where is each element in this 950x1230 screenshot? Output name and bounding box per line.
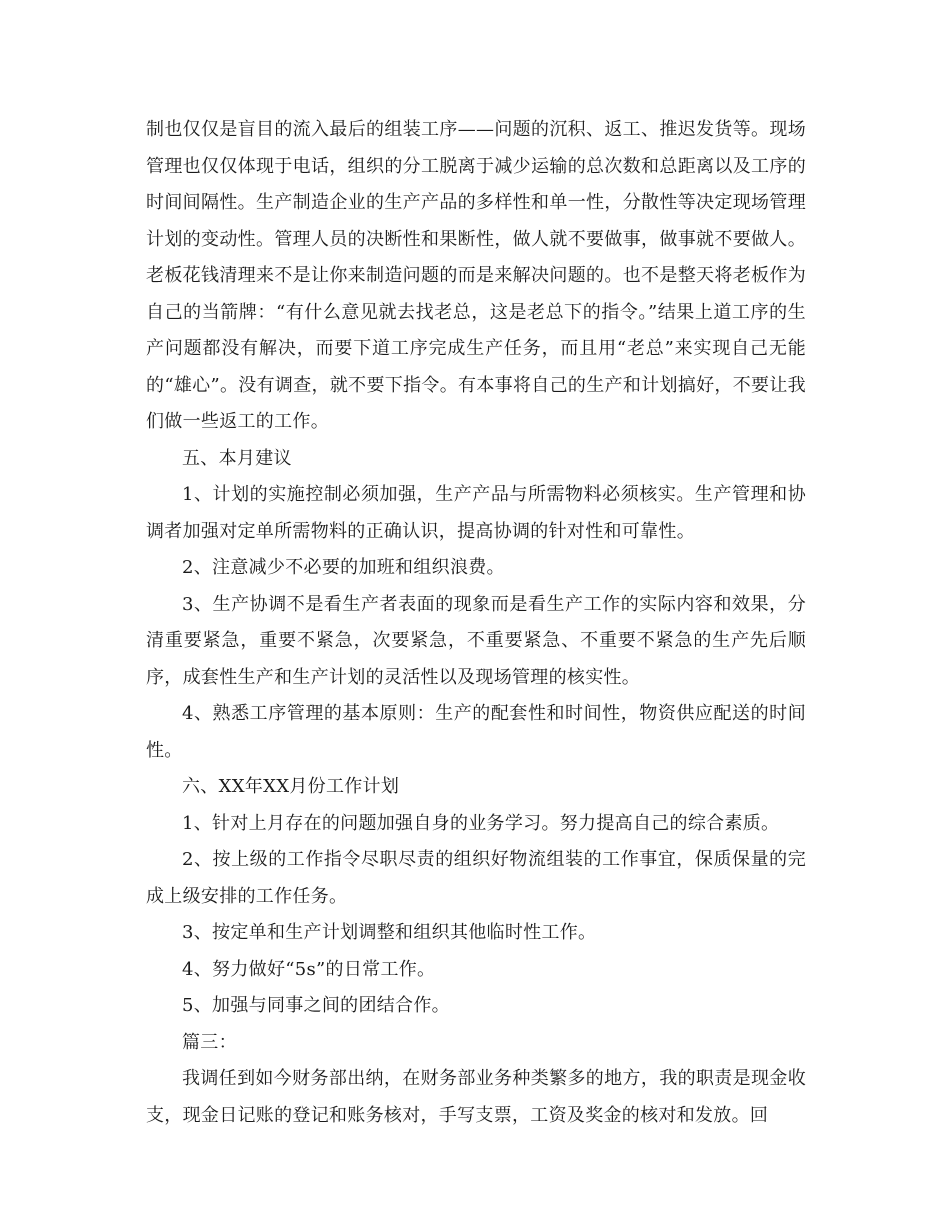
suggestion-item-4: 4、熟悉工序管理的基本原则：生产的配套性和时间性，物资供应配送的时间性。 [146, 703, 806, 761]
section-heading-work-plan: 六、XX年XX月份工作计划 [182, 776, 400, 797]
paragraph-part-three: 我调任到如今财务部出纳，在财务部业务种类繁多的地方，我的职责是现金收支，现金日记账的登记和账务核对，手写支票，工资及奖金的核对和发放。回 [146, 1068, 806, 1126]
section-heading-part-three: 篇三： [182, 1031, 237, 1053]
plan-item-3: 3、按定单和生产计划调整和组织其他临时性工作。 [182, 922, 597, 943]
section-heading-monthly-suggestions: 五、本月建议 [182, 447, 292, 469]
plan-item-1: 1、针对上月存在的问题加强自身的业务学习。努力提高自己的综合素质。 [182, 812, 780, 834]
document-body [146, 112, 806, 1134]
paragraph-continued: 制也仅仅是盲目的流入最后的组装工序——问题的沉积、返工、推迟发货等。现场管理也仅仅体现于电话，组织的分工脱离于减少运输的总次数和总距离以及工序的时间间隔性。生产制造企业的生产产品的多样性和单一性，分散性等决定现场管理计划的变动性。管理人员的决断性和果断性，做人就不要做事，做事就不要做人。老板花钱清理来不是让你来制造问题的而是来解决问题的。也不是整天将老板作为自己的当箭牌：“有什么意见就去找老总，这是老总下的指令。”结果上道工序的生产问题都没有解决，而要下道工序完成生产任务，而且用“老总”来实现自己无能的“雄心”。没有调查，就不要下指令。有本事将自己的生产和计划搞好，不要让我们做一些返工的工作。 [146, 119, 806, 432]
plan-item-5: 5、加强与同事之间的团结合作。 [182, 995, 450, 1016]
suggestion-item-3: 3、生产协调不是看生产者表面的现象而是看生产工作的实际内容和效果，分清重要紧急，重要不紧急，次要紧急，不重要紧急、不重要不紧急的生产先后顺序，成套性生产和生产计划的灵活性以及现场管理的核实性。 [146, 593, 806, 688]
plan-item-4: 4、努力做好“5s”的日常工作。 [182, 958, 436, 980]
suggestion-item-1: 1、计划的实施控制必须加强，生产产品与所需物料必须核实。生产管理和协调者加强对定单所需物料的正确认识，提高协调的针对性和可靠性。 [146, 484, 806, 542]
suggestion-item-2: 2、注意减少不必要的加班和组织浪费。 [182, 557, 505, 578]
plan-item-2: 2、按上级的工作指令尽职尽责的组织好物流组装的工作事宜，保质保量的完成上级安排的工作任务。 [146, 849, 806, 907]
